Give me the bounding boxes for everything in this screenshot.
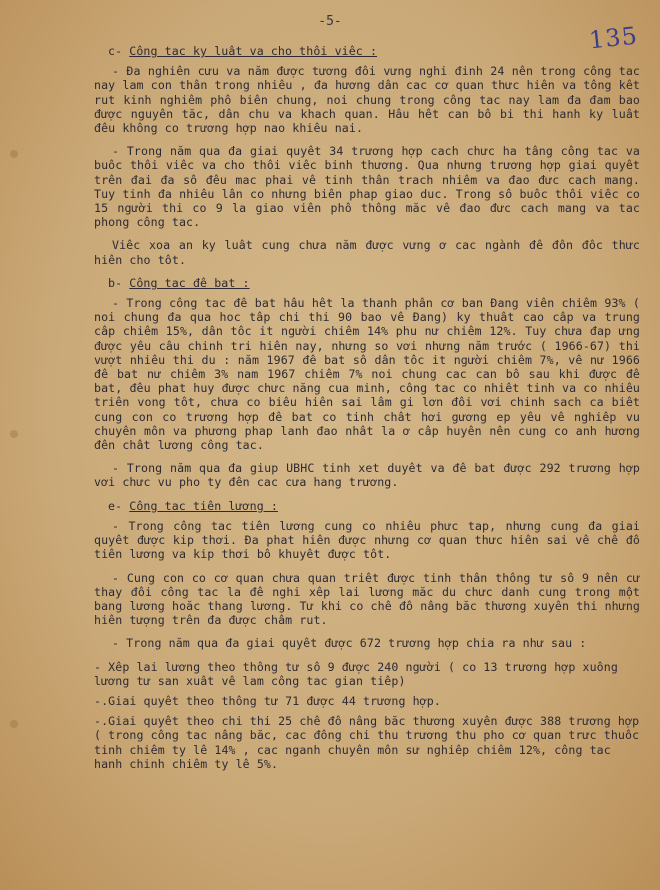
section-heading xyxy=(108,44,640,58)
paragraph: - Trong năm qua đa giup UBHC tinh xet duyêt va đê bat được 292 trương hợp vơi chưc vu pho ty đên cac cưa hang trương. xyxy=(94,461,640,490)
page-number: -5- xyxy=(318,14,342,29)
punch-hole xyxy=(10,430,18,438)
paragraph: - Đa nghiên cưu va năm được tương đôi vưng nghi đinh 24 nên trong công tac nay lam con thân trong nhiêu , đa hương dân cac cơ quan thưc hiên va tông kêt rut kinh nghiêm phô biên chung, noi chung trong công tac nay lam đa đam bao được nguyên tăc, dân chu va khach quan. Hâu hêt can bô bi thi hanh ky luât đêu không co trương hợp nao khiêu nai. xyxy=(94,64,640,136)
paragraph: - Trong năm qua đa giai quyêt 34 trương hợp cach chưc ha tâng công tac va buôc thôi viêc va cho thôi viêc binh thương. Qua nhưng trương hợp giai quyêt trên đai đa sô đêu mac phai vê tinh thân trach nhiêm va đao đưc cach mang. Tuy tinh đa nhiêu lân co nhưng biên phap giao duc. Trong sô buôc thôi viêc co 15 người thi co 9 la giao viên phô thông măc vê đao đưc cach mang va tac phong công tac. xyxy=(94,144,640,230)
section-prefix: e- xyxy=(108,498,130,513)
section-heading xyxy=(108,276,640,290)
list-item: -.Giai quyêt theo thông tư 71 được 44 trương hợp. xyxy=(94,693,441,708)
section-title: Công tac đê bat : xyxy=(129,275,250,290)
document-body xyxy=(94,40,640,777)
paragraph: - Trong công tac tiên lương cung co nhiêu phưc tap, nhưng cung đa giai quyêt được kip thơi. Đa phat hiên được nhưng cơ quan thưc hiên sai vê chê đô tiên lương va kip thơi bô khuyêt được tôt. xyxy=(94,518,640,562)
list-item: -.Giai quyêt theo chi thi 25 chê đô nâng băc thương xuyên được 388 trương hợp ( trong công tac nâng băc, cac đông chi thu trương thu pho cơ quan trưc thuôc tinh chiêm ty lê 14% , cac nganh chuyên môn sư nghiêp chiêm 12%, công tac hanh chinh chiêm ty lê 5%. xyxy=(94,714,640,771)
section-title: Công tac ky luât va cho thôi viêc : xyxy=(129,44,378,58)
section-prefix: c- xyxy=(108,44,130,58)
section-heading xyxy=(108,499,640,513)
paragraph: Viêc xoa an ky luât cung chưa năm được vưng ơ cac ngành đê đôn đôc thưc hiên cho tôt. xyxy=(94,238,640,267)
punch-hole xyxy=(10,720,18,728)
paragraph: - Cung con co cơ quan chưa quan triêt được tinh thân thông tư sô 9 nên cư thay đôi công tac la đê nghi xêp lai lương măc du chưc danh cung trong một bang lương hoăc thang lương. Tư khi co chê đô nâng băc thương xuyên thi nhưng hiên tượng trên đa được châm rut. xyxy=(94,570,640,628)
paragraph: - Trong công tac đê bat hâu hêt la thanh phân cơ ban Đang viên chiêm 93% ( noi chung đa qua hoc tâp chi thi 90 bao vê Đang) ky thuât cao câp va trung câp chiêm 15%, dân tôc it người chiêm 14% phu nư chiêm 12%. Tuy chưa đap ưng được yêu câu chinh tri hiên nay, nhưng so vơi nhưng năm trước ( 1966-67) thi vượt nhiêu thi du : năm 1967 đê bat sô dân tôc it người chiêm 7%, vê nư 1966 đê bat nư chiêm 3% nam 1967 chiêm 7% noi chung cac can bô sau khi được đê bat, đêu phat huy được chưc năng cua minh, công tac co nhiêt tinh va co nhiêu triên vong tôt, chưa co biêu hiên sai lâm gi lơn đôi vơi chinh sach ca biêt cung con co trương hợp đê bat co tinh chât hơi gương ep yêu vê nghiêp vu chuyên môn va phương phap lanh đao nhât la ơ câp huyên nên cung co anh hương đên chât lương công tac. xyxy=(94,296,640,453)
list-item: - Xêp lai lương theo thông tư sô 9 được 240 người ( co 13 trương hợp xuông lương tư san xuât vê lam công tac gian tiêp) xyxy=(94,659,618,688)
paragraph: - Trong năm qua đa giai quyêt được 672 trương hợp chia ra như sau : xyxy=(112,636,587,651)
binding-holes xyxy=(8,0,22,890)
handwritten-folio-number: 135 xyxy=(587,21,640,55)
section-prefix: b- xyxy=(108,275,130,290)
punch-hole xyxy=(10,150,18,158)
section-title: Công tac tiên lương : xyxy=(129,498,278,513)
